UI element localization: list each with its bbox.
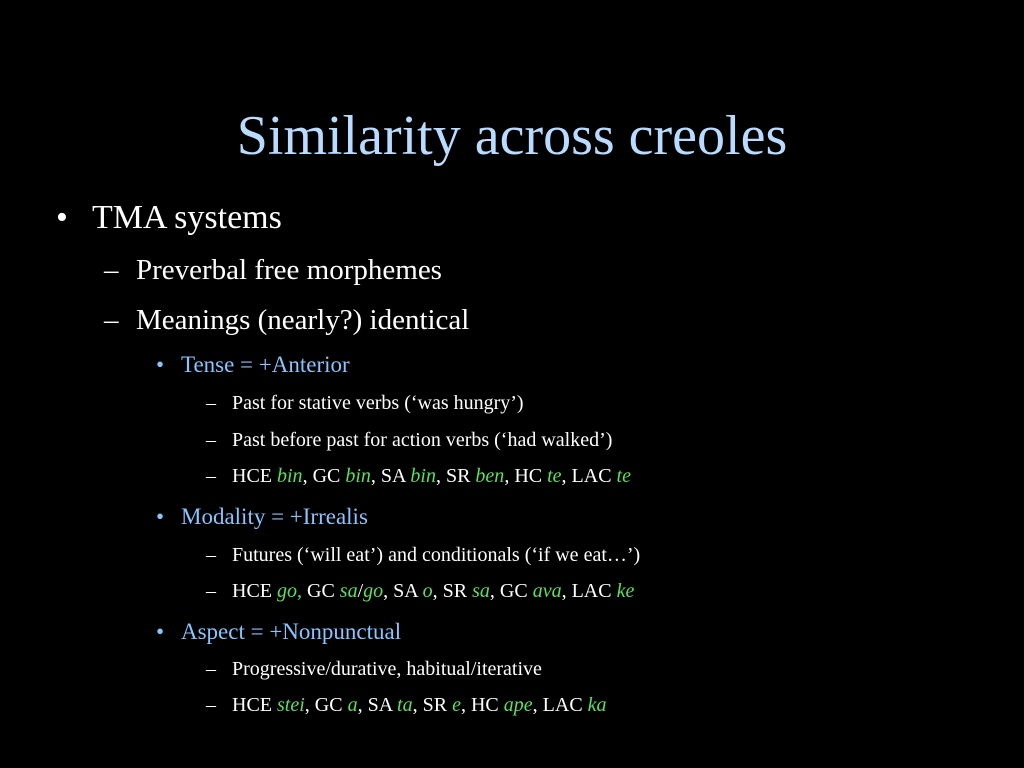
lang-code: , GC bbox=[489, 580, 533, 602]
bullet-mark: • bbox=[156, 504, 165, 529]
dash-mark: – bbox=[104, 304, 119, 336]
form-word: stei bbox=[277, 694, 305, 716]
detail-past-stative bbox=[206, 391, 524, 415]
form-word: go bbox=[363, 580, 384, 602]
dash-mark: – bbox=[206, 392, 216, 414]
dash-mark: – bbox=[206, 429, 216, 451]
category-label: Modality = +Irrealis bbox=[181, 504, 368, 529]
bullet-text: TMA systems bbox=[92, 199, 282, 236]
form-word: ke bbox=[616, 580, 635, 602]
lang-code: SR bbox=[445, 465, 476, 487]
separator: , bbox=[412, 694, 423, 716]
lang-code: LAC bbox=[571, 465, 617, 487]
detail-modality-forms bbox=[206, 579, 634, 603]
form-word: te bbox=[547, 465, 562, 487]
form-word: a bbox=[347, 694, 358, 716]
detail-text: Past before past for action verbs (‘had walked’) bbox=[232, 429, 613, 451]
sub-bullet-preverbal bbox=[104, 253, 442, 287]
detail-futures bbox=[206, 543, 640, 567]
detail-text: Futures (‘will eat’) and conditionals (‘if we eat…’) bbox=[232, 544, 641, 566]
lang-code: SA bbox=[380, 465, 411, 487]
form-word: ape bbox=[503, 694, 533, 716]
separator: , bbox=[302, 465, 313, 487]
separator: , bbox=[561, 465, 572, 487]
detail-progressive bbox=[206, 657, 542, 681]
dash-mark: – bbox=[206, 544, 216, 566]
detail-tense-forms bbox=[206, 464, 631, 488]
lang-code: LAC bbox=[542, 694, 588, 716]
category-tense bbox=[156, 351, 350, 379]
separator: , bbox=[435, 465, 446, 487]
form-word: bin bbox=[410, 465, 436, 487]
lang-code: HCE bbox=[232, 580, 277, 602]
lang-code: , SA bbox=[383, 580, 423, 602]
lang-code: SA bbox=[367, 694, 398, 716]
sub-bullet-meanings bbox=[104, 303, 469, 337]
form-word: bin bbox=[345, 465, 371, 487]
category-modality bbox=[156, 503, 368, 531]
form-word: ka bbox=[587, 694, 607, 716]
lang-code: SR bbox=[422, 694, 453, 716]
form-word: go, bbox=[277, 580, 302, 602]
sub-bullet-text: Meanings (nearly?) identical bbox=[136, 304, 470, 336]
form-word: te bbox=[616, 465, 631, 487]
slide-title: Similarity across creoles bbox=[236, 105, 788, 167]
lang-code: GC bbox=[312, 465, 346, 487]
separator: , bbox=[504, 465, 515, 487]
category-label: Tense = +Anterior bbox=[181, 352, 350, 377]
form-word: bin bbox=[277, 465, 303, 487]
forms-list bbox=[232, 465, 631, 487]
separator: , bbox=[357, 694, 368, 716]
detail-past-before bbox=[206, 428, 612, 452]
form-word: ava bbox=[532, 580, 562, 602]
lang-code: HCE bbox=[232, 465, 277, 487]
forms-list bbox=[232, 694, 607, 716]
category-label: Aspect = +Nonpunctual bbox=[181, 619, 402, 644]
form-word: ben bbox=[475, 465, 505, 487]
lang-code: HC bbox=[514, 465, 548, 487]
lang-code: GC bbox=[302, 580, 340, 602]
lang-code: , LAC bbox=[561, 580, 617, 602]
form-word: ta bbox=[397, 694, 413, 716]
bullet-mark: • bbox=[56, 199, 68, 236]
bullet-tma bbox=[56, 198, 282, 238]
lang-code: HCE bbox=[232, 694, 277, 716]
detail-aspect-forms bbox=[206, 693, 607, 717]
form-word: o bbox=[422, 580, 433, 602]
forms-list bbox=[232, 580, 634, 602]
form-word: e bbox=[452, 694, 461, 716]
detail-text: Progressive/durative, habitual/iterative bbox=[232, 658, 542, 680]
bullet-mark: • bbox=[156, 619, 165, 644]
dash-mark: – bbox=[104, 254, 119, 286]
lang-code: HC bbox=[470, 694, 504, 716]
lang-code: , SR bbox=[432, 580, 473, 602]
separator: , bbox=[532, 694, 543, 716]
separator: , bbox=[370, 465, 381, 487]
dash-mark: – bbox=[206, 694, 216, 716]
form-word: sa bbox=[472, 580, 490, 602]
category-aspect bbox=[156, 618, 401, 646]
dash-mark: – bbox=[206, 580, 216, 602]
dash-mark: – bbox=[206, 465, 216, 487]
dash-mark: – bbox=[206, 658, 216, 680]
form-word: sa bbox=[339, 580, 358, 602]
separator: / bbox=[357, 580, 364, 602]
sub-bullet-text: Preverbal free morphemes bbox=[136, 254, 442, 286]
detail-text: Past for stative verbs (‘was hungry’) bbox=[232, 392, 524, 414]
bullet-mark: • bbox=[156, 352, 165, 377]
lang-code: GC bbox=[314, 694, 348, 716]
separator: , bbox=[304, 694, 315, 716]
separator: , bbox=[460, 694, 471, 716]
